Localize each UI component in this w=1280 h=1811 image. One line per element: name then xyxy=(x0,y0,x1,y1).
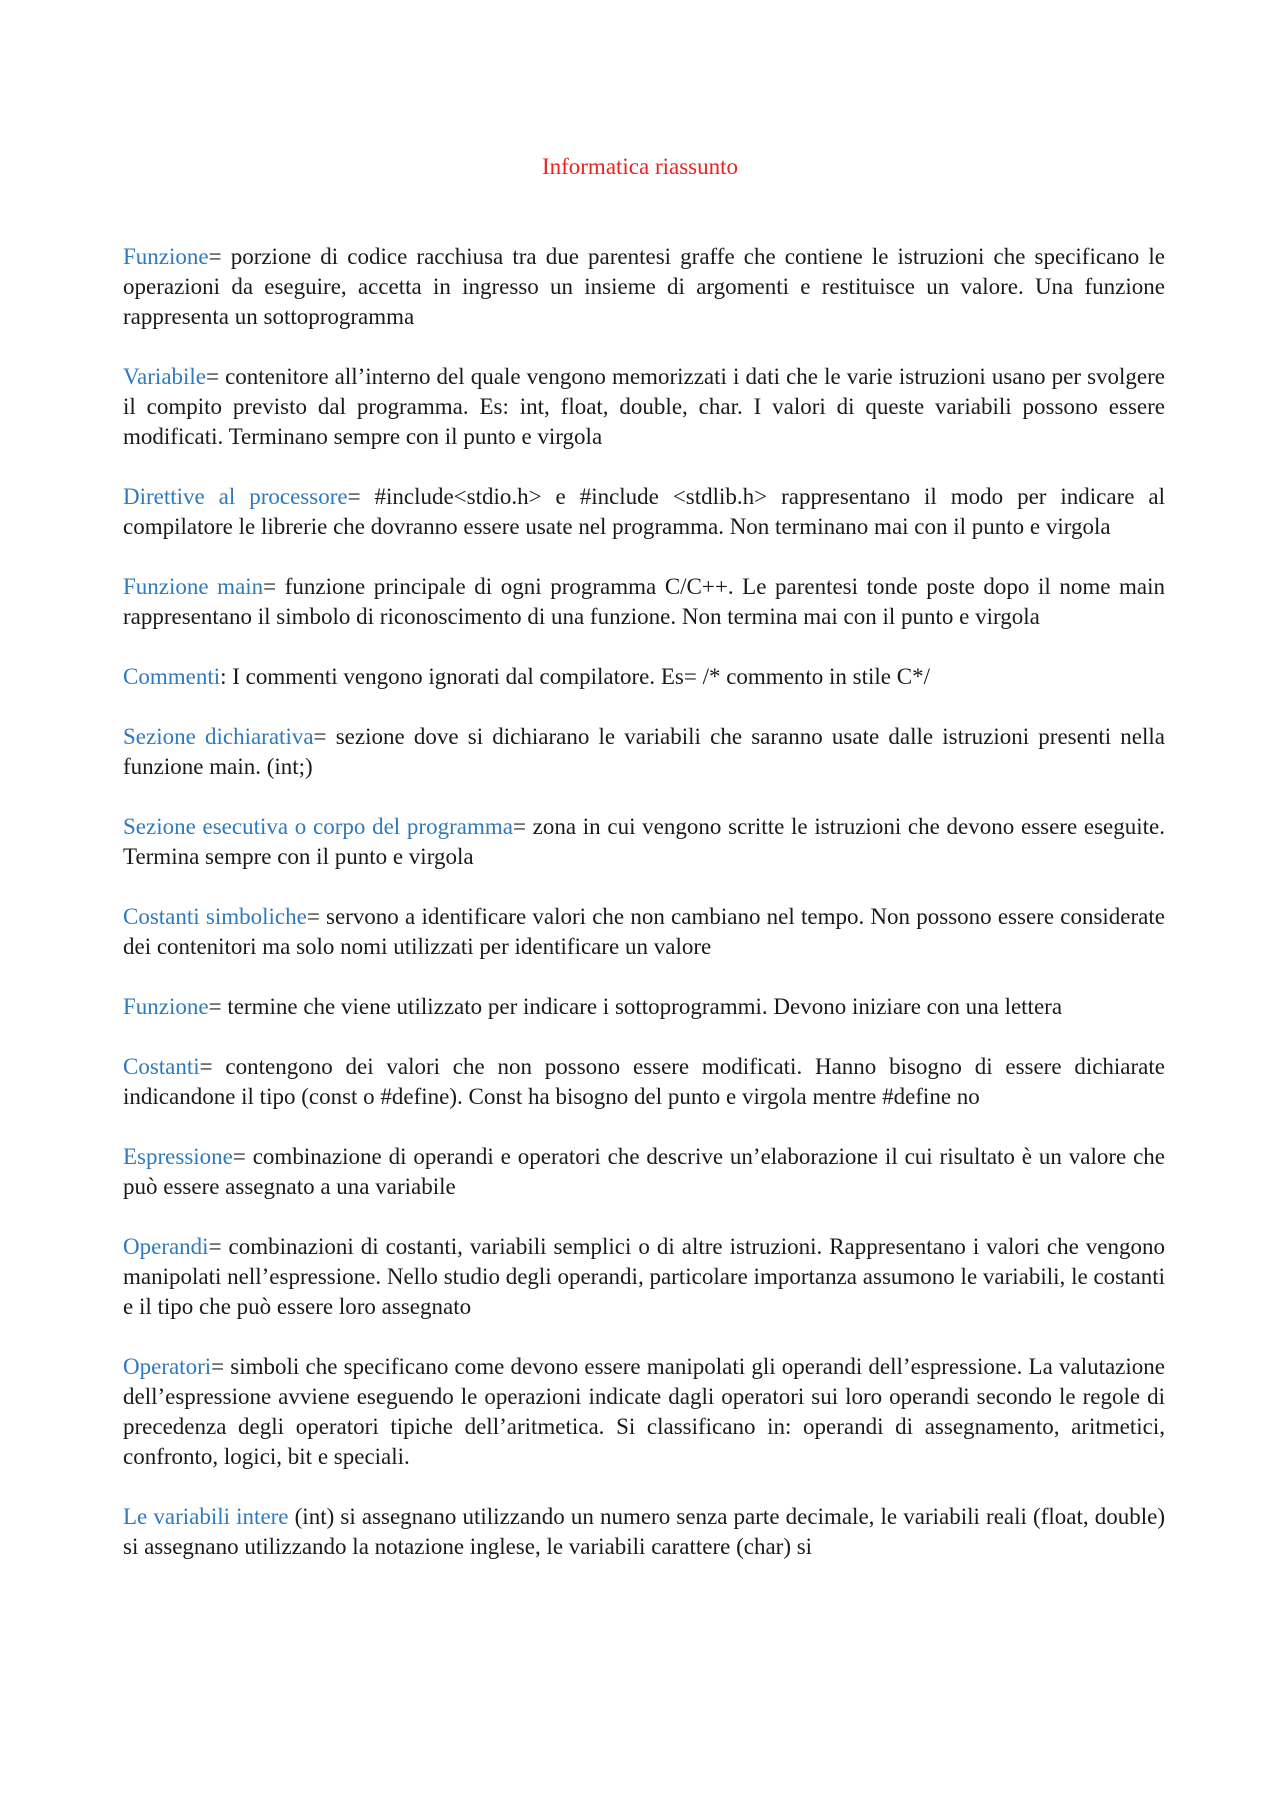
paragraph-text: (int) si assegnano utilizzando un numero senza parte decimale, le variabili reali (float, double) si assegnano utilizzando la notazione inglese, le variabili carattere (char) si xyxy=(123,1504,1165,1559)
term-label: Espressione xyxy=(123,1144,233,1169)
paragraph-direttive xyxy=(123,482,1165,542)
paragraph-funzione-main xyxy=(123,572,1165,632)
term-label: Variabile xyxy=(123,364,207,389)
paragraph-funzione-sottoprogrammi xyxy=(123,992,1165,1022)
paragraph-text: = zona in cui vengono scritte le istruzioni che devono essere eseguite. Termina sempre con il punto e virgola xyxy=(123,814,1165,869)
paragraph-text: = #include<stdio.h> e #include <stdlib.h> rappresentano il modo per indicare al compilatore le librerie che dovranno essere usate nel programma. Non terminano mai con il punto e virgola xyxy=(123,484,1165,539)
paragraph-text: = funzione principale di ogni programma C/C++. Le parentesi tonde poste dopo il nome main rappresentano il simbolo di riconoscimento di una funzione. Non termina mai con il punto e virgola xyxy=(123,574,1165,629)
paragraph-costanti-simboliche xyxy=(123,902,1165,962)
term-label: Costanti simboliche xyxy=(123,904,307,929)
paragraph-text: = servono a identificare valori che non cambiano nel tempo. Non possono essere considerate dei contenitori ma solo nomi utilizzati per identificare un valore xyxy=(123,904,1165,959)
term-label: Costanti xyxy=(123,1054,200,1079)
paragraph-espressione xyxy=(123,1142,1165,1202)
term-label: Le variabili intere xyxy=(123,1504,289,1529)
paragraph-text: = combinazioni di costanti, variabili semplici o di altre istruzioni. Rappresentano i valori che vengono manipolati nell’espressione. Nello studio degli operandi, particolare importanza assumono le variabili, le costanti e il tipo che può essere loro assegnato xyxy=(123,1234,1165,1319)
term-label: Operatori xyxy=(123,1354,212,1379)
paragraph-text: = simboli che specificano come devono essere manipolati gli operandi dell’espressione. La valutazione dell’espressione avviene eseguendo le operazioni indicate dagli operatori sui loro operandi secondo le regole di precedenza degli operatori tipiche dell’aritmetica. Si classificano in: operandi di assegnamento, aritmetici, confronto, logici, bit e speciali. xyxy=(123,1354,1165,1469)
paragraph-sezione-dichiarativa xyxy=(123,722,1165,782)
term-label: Operandi xyxy=(123,1234,209,1259)
paragraph-operandi xyxy=(123,1232,1165,1322)
document-body xyxy=(123,242,1165,1592)
term-label: Sezione dichiarativa xyxy=(123,724,314,749)
paragraph-text: = combinazione di operandi e operatori che descrive un’elaborazione il cui risultato è un valore che può essere assegnato a una variabile xyxy=(123,1144,1165,1199)
paragraph-variabili-intere xyxy=(123,1502,1165,1562)
paragraph-operatori xyxy=(123,1352,1165,1472)
paragraph-commenti xyxy=(123,662,1165,692)
paragraph-variabile xyxy=(123,362,1165,452)
term-label: Funzione xyxy=(123,994,209,1019)
paragraph-funzione xyxy=(123,242,1165,332)
term-label: Sezione esecutiva o corpo del programma xyxy=(123,814,513,839)
paragraph-text: = termine che viene utilizzato per indicare i sottoprogrammi. Devono iniziare con una lettera xyxy=(208,994,1063,1019)
term-label: Direttive al processore xyxy=(123,484,348,509)
term-label: Funzione xyxy=(123,244,209,269)
document-title: Informatica riassunto xyxy=(541,154,739,179)
paragraph-text: = contenitore all’interno del quale vengono memorizzati i dati che le varie istruzioni usano per svolgere il compito previsto dal programma. Es: int, float, double, char. I valori di queste variabili possono essere modificati. Terminano sempre con il punto e virgola xyxy=(123,364,1165,449)
term-label: Funzione main xyxy=(123,574,264,599)
paragraph-costanti xyxy=(123,1052,1165,1112)
paragraph-sezione-esecutiva xyxy=(123,812,1165,872)
paragraph-text: = porzione di codice racchiusa tra due parentesi graffe che contiene le istruzioni che specificano le operazioni da eseguire, accetta in ingresso un insieme di argomenti e restituisce un valore. Una funzione rappresenta un sottoprogramma xyxy=(123,244,1165,329)
paragraph-text: : I commenti vengono ignorati dal compilatore. Es= /* commento in stile C*/ xyxy=(220,664,930,689)
term-label: Commenti xyxy=(123,664,221,689)
paragraph-text: = contengono dei valori che non possono essere modificati. Hanno bisogno di essere dichiarate indicandone il tipo (const o #define). Const ha bisogno del punto e virgola mentre #define no xyxy=(123,1054,1165,1109)
paragraph-text: = sezione dove si dichiarano le variabili che saranno usate dalle istruzioni presenti nella funzione main. (int;) xyxy=(123,724,1165,779)
